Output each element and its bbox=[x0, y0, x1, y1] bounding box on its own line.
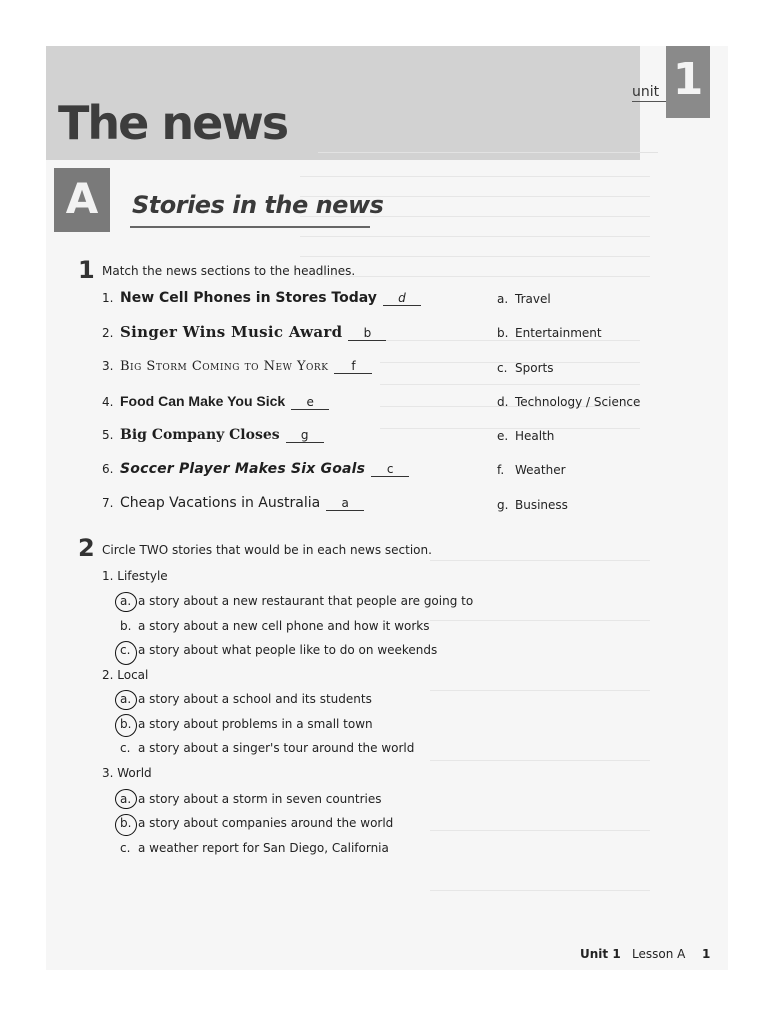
headline-number: 4. bbox=[102, 395, 114, 409]
unit-label: unit bbox=[632, 84, 660, 100]
unit-rule bbox=[632, 101, 666, 102]
story-option[interactable] bbox=[120, 594, 473, 608]
option-letter: a. bbox=[120, 692, 132, 706]
story-option[interactable] bbox=[120, 643, 437, 657]
answer-circle bbox=[115, 592, 137, 612]
option-letter: g. bbox=[497, 498, 509, 512]
headline-number: 1. bbox=[102, 291, 114, 305]
page-number: 1 bbox=[702, 947, 711, 961]
unit-number-box bbox=[666, 46, 710, 118]
option-letter: d. bbox=[497, 395, 509, 409]
story-option[interactable] bbox=[120, 619, 429, 633]
section-title-rule bbox=[130, 226, 370, 228]
option-letter: f. bbox=[497, 463, 505, 477]
headline-item bbox=[102, 290, 421, 306]
headline-number: 5. bbox=[102, 428, 114, 442]
option-text: a story about a storm in seven countries bbox=[138, 792, 382, 806]
option-text: a story about a new restaurant that people are going to bbox=[138, 594, 474, 608]
news-section-option bbox=[497, 395, 640, 409]
option-text: a story about a school and its students bbox=[138, 692, 372, 706]
headline-number: 2. bbox=[102, 326, 114, 340]
option-text: Technology / Science bbox=[515, 395, 641, 409]
answer-blank[interactable]: c bbox=[371, 462, 409, 477]
option-letter: a. bbox=[120, 792, 132, 806]
headline-item bbox=[102, 495, 364, 511]
group-heading-lifestyle: 1. Lifestyle bbox=[102, 569, 168, 583]
headline-text: Cheap Vacations in Australia bbox=[120, 495, 321, 511]
footer-unit: Unit 1 bbox=[580, 947, 621, 961]
headline-item bbox=[102, 461, 409, 477]
option-letter: c. bbox=[120, 643, 131, 657]
option-text: a story about what people like to do on weekends bbox=[138, 643, 438, 657]
exercise-1-instruction: Match the news sections to the headlines. bbox=[102, 264, 356, 278]
option-text: a story about a singer's tour around the world bbox=[138, 741, 415, 755]
headline-item bbox=[102, 359, 372, 374]
option-text: a story about problems in a small town bbox=[138, 717, 373, 731]
answer-blank[interactable]: d bbox=[383, 291, 421, 306]
answer-circle bbox=[115, 814, 137, 836]
exercise-2-number: 2 bbox=[78, 534, 95, 562]
headline-item bbox=[102, 427, 324, 443]
story-option[interactable] bbox=[120, 792, 382, 806]
option-letter: c. bbox=[120, 741, 131, 755]
option-text: Travel bbox=[515, 292, 551, 306]
news-section-option bbox=[497, 498, 568, 512]
answer-blank[interactable]: f bbox=[334, 359, 372, 374]
headline-number: 6. bbox=[102, 462, 114, 476]
answer-circle bbox=[115, 690, 137, 710]
news-section-option bbox=[497, 326, 602, 340]
answer-blank[interactable]: e bbox=[291, 395, 329, 410]
headline-item bbox=[102, 393, 329, 410]
story-option[interactable] bbox=[120, 841, 389, 855]
news-section-option bbox=[497, 361, 553, 375]
page-title: The news bbox=[58, 96, 288, 150]
exercise-1-number: 1 bbox=[78, 256, 95, 284]
answer-circle bbox=[115, 641, 137, 665]
story-option[interactable] bbox=[120, 741, 414, 755]
answer-blank[interactable]: a bbox=[326, 496, 364, 511]
headline-text: Soccer Player Makes Six Goals bbox=[120, 461, 366, 477]
story-option[interactable] bbox=[120, 816, 393, 830]
answer-blank[interactable]: g bbox=[286, 428, 324, 443]
headline-text: Big Company Closes bbox=[120, 427, 280, 443]
group-heading-world: 3. World bbox=[102, 766, 152, 780]
option-letter: a. bbox=[497, 292, 509, 306]
news-section-option bbox=[497, 292, 551, 306]
story-option[interactable] bbox=[120, 692, 372, 706]
section-letter-box bbox=[54, 168, 110, 232]
option-text: Health bbox=[515, 429, 555, 443]
option-letter: c. bbox=[497, 361, 508, 375]
news-section-option bbox=[497, 429, 554, 443]
headline-item bbox=[102, 323, 386, 341]
group-heading-local: 2. Local bbox=[102, 668, 149, 682]
option-letter: b. bbox=[497, 326, 509, 340]
option-letter: e. bbox=[497, 429, 509, 443]
answer-circle bbox=[115, 714, 137, 737]
option-text: Business bbox=[515, 498, 568, 512]
option-letter: c. bbox=[120, 841, 131, 855]
headline-text: Singer Wins Music Award bbox=[120, 323, 343, 341]
answer-circle bbox=[115, 789, 137, 809]
story-option[interactable] bbox=[120, 717, 373, 731]
headline-number: 7. bbox=[102, 496, 114, 510]
headline-text: Big Storm Coming to New York bbox=[120, 359, 329, 374]
option-text: Entertainment bbox=[515, 326, 602, 340]
option-letter: b. bbox=[120, 816, 132, 830]
option-text: a weather report for San Diego, California bbox=[138, 841, 389, 855]
option-text: a story about companies around the world bbox=[138, 816, 394, 830]
option-text: Sports bbox=[515, 361, 554, 375]
unit-number: 1 bbox=[672, 54, 704, 105]
news-section-option bbox=[497, 463, 566, 477]
option-letter: a. bbox=[120, 594, 132, 608]
option-letter: b. bbox=[120, 717, 132, 731]
headline-text: Food Can Make You Sick bbox=[120, 393, 286, 409]
exercise-2-instruction: Circle TWO stories that would be in each news section. bbox=[102, 543, 432, 557]
headline-number: 3. bbox=[102, 359, 114, 373]
headline-text: New Cell Phones in Stores Today bbox=[120, 290, 377, 306]
section-letter: A bbox=[65, 174, 99, 223]
option-text: Weather bbox=[515, 463, 566, 477]
section-title: Stories in the news bbox=[132, 191, 384, 219]
footer-lesson: Lesson A bbox=[632, 947, 686, 961]
option-letter: b. bbox=[120, 619, 132, 633]
option-text: a story about a new cell phone and how it works bbox=[138, 619, 430, 633]
answer-blank[interactable]: b bbox=[348, 326, 386, 341]
